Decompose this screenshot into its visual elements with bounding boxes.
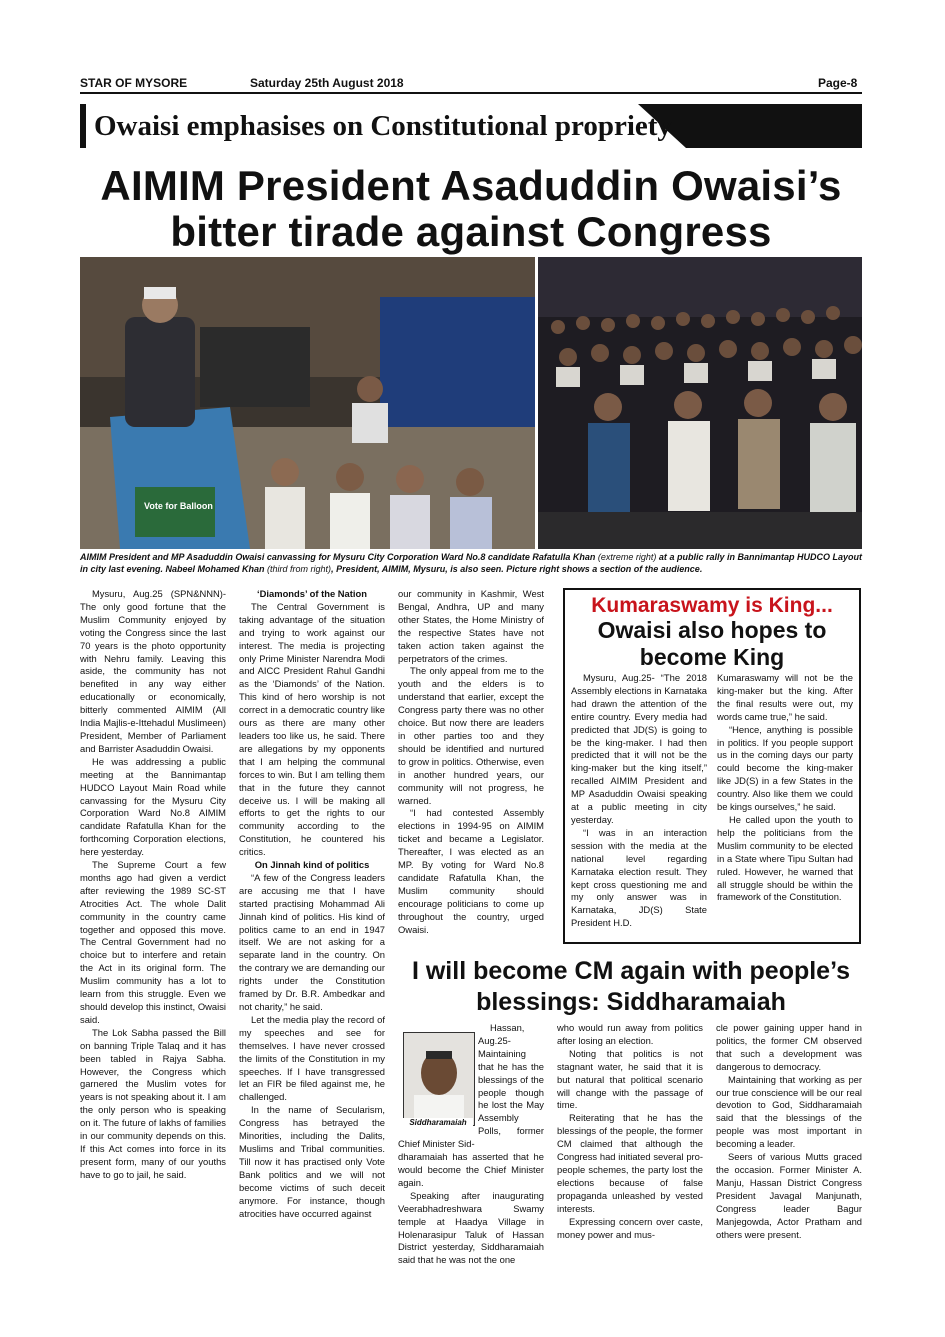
headline-line-2: bitter tirade against Congress (170, 208, 772, 255)
newspaper-name: STAR OF MYSORE (80, 76, 188, 90)
caption-part-5: , President, AIMIM, Mysuru, is also seen. Picture right shows a section of the audience. (331, 564, 703, 574)
paragraph: Speaking after inaugurating Veerabhadreshwara Swamy temple at Haadya Village in Holenarasipur Taluk of Hassan District yesterday, Siddharamaiah said that he was not the one (398, 1189, 544, 1266)
subheading-jinnah: On Jinnah kind of politics (254, 859, 370, 871)
caption-part-4: (third from right) (267, 564, 332, 574)
box-title-line-1: Owaisi also hopes to (597, 617, 827, 643)
siddaramaiah-column-3 (716, 1022, 862, 1241)
paragraph: “I had contested Assembly elections in 1994-95 on AIMIM ticket and became a Legislator. Thereafter, I was elected as an MP. By voting for Ward No.8 candidate Rafatulla Khan, the Muslim community should encourage politicians to come up throughout the country, urged Owaisi. (398, 807, 544, 935)
article-owaisi-column-1 (80, 588, 226, 1182)
paragraph: The Lok Sabha passed the Bill on banning Triple Talaq and it has been tabled in Rajya Sabha. However, the Congress which garnered the Muslim votes for years is not speaking about it. I am the only person who is speaking on it. The future of lakhs of families in our community depends on this. If this Act comes into force in its present form, many of our youths have to go to jail, he said. (80, 1026, 226, 1180)
paragraph: “Hence, anything is possible in politics. If you people support us in the coming days our party could become the king-maker like JD(S) in a few States in the country. Also like them we could be kings ourselves,” he said. (717, 723, 853, 813)
paragraph: our community in Kashmir, West Bengal, Andhra, UP and many other States, the Home Ministry of the respective States have not taken action taken against the perpetrators of the crimes. (398, 588, 544, 664)
box-column-1 (571, 672, 707, 930)
siddaramaiah-column-1 (398, 1022, 544, 1267)
paragraph: Maintaining that working as per our true conscience will be our real devotion to God, Siddharamaiah said that the blessings of the people was most important in becoming a leader. (716, 1073, 862, 1150)
siddaramaiah-headline (398, 956, 864, 1018)
paragraph: The Supreme Court a few months ago had given a verdict after reviewing the 1989 SC-ST Atrocities Act. The whole Dalit community in the country came together and opposed this move. The Central Government had no choice but to interfere and retain the Act in its original form. The Muslim community has a lot to learn from this struggle. Even we should develop this instinct, Owaisi said. (80, 859, 226, 1025)
portrait-caption: Siddharamaiah (403, 1118, 473, 1127)
photo-owaisi-graphic (80, 257, 535, 549)
caption-part-3: at a public rally in Bannimantap HUDCO Layout in city last evening. Nabeel Mohamed Khan (80, 552, 863, 574)
header-rule (80, 92, 862, 94)
kicker-banner (80, 104, 862, 148)
kumaraswamy-box (563, 588, 861, 944)
paragraph: He was addressing a public meeting at the Bannimantap HUDCO Layout Main Road while canvassing for the Mysuru City Corporation Ward No.8 AIMIM candidate Rafatulla Khan for the forthcoming Corporation elections, here yesterday. (80, 755, 226, 858)
paragraph: Noting that politics is not stagnant water, he said that it is but natural that political scenario will change with the passage of time. (557, 1047, 703, 1111)
paragraph: Let the media play the record of my speeches and see for themselves. I have never crossed the limits of the Constitution in my speeches. If I have transgressed let an FIR be filed against me, he challenged. (239, 1013, 385, 1103)
siddaramaiah-headline-line-1: I will become CM again with people’s (411, 957, 851, 985)
paragraph: Mysuru, Aug.25 (SPN&NNN)- The only good fortune that the Muslim Community enjoyed by voting the Congress since the last 70 years is the photo opportunity with Nehru family. Leaving this aside, the community has not benefited in any way either educationally or economically, bitterly commented AIMIM (All India Majlis-e-Ittehadul Muslimeen) President, Member of Parliament and Barrister Asaduddin Owaisi. (80, 588, 226, 754)
subheading-diamonds: ‘Diamonds’ of the Nation (257, 588, 367, 599)
paragraph: The Central Government is taking advantage of the situation and trying to work against our interest. The media is projecting only Prime Minister Narendra Modi and AICC President Rahul Gandhi as the ‘Diamonds’ of the Nation. This kind of hero worship is not correct in a democratic country like ours as there are many other leaders too like us, he said. There are allegations by my opponents that I am helping the communal forces to win. But I am telling them that in the future they cannot deceive us. I will be making all efforts to get the rights to our community according to the Constitution, he countered his critics. (239, 600, 385, 858)
headline-line-1: AIMIM President Asaduddin Owaisi’s (100, 162, 842, 209)
photo-caption (80, 551, 862, 575)
paragraph: Seers of various Mutts graced the occasion. Former Minister A. Manju, Hassan District Congress President Javagal Manjunath, Congress leader Bagur Manjegowda, Actor Pratham and others were present. (716, 1151, 862, 1240)
portrait-spacer (398, 1022, 478, 1129)
paragraph: dharamaiah has asserted that he would become the Chief Minister again. (398, 1151, 544, 1188)
paragraph: Hassan, Aug.25- Maintaining that he has the blessings of the people though he lost the May Assembly Polls, former Chief Minister Sid- (398, 1022, 544, 1150)
paragraph: Kumaraswamy will not be the king-maker but the king. After the final results were out, my words came true,” he said. (717, 672, 853, 722)
box-title (565, 617, 859, 671)
siddaramaiah-headline-line-2: blessings: Siddharamaiah (476, 988, 786, 1016)
issue-date: Saturday 25th August 2018 (250, 76, 404, 90)
paragraph: Mysuru, Aug.25- “The 2018 Assembly elections in Karnataka had drawn the attention of the entire country. Every media had predicted that JD(S) is going to be the king-maker. I had then predicted that it will not be the king-maker but the king itself,” recalled AIMIM President and MP Asaduddin Owaisi speaking at a public meeting in city yesterday. (571, 672, 707, 825)
photo-audience (538, 257, 862, 549)
kicker-text: Owaisi emphasises on Constitutional propriety (94, 110, 672, 142)
box-title-line-2: become King (639, 644, 785, 670)
paragraph: Expressing concern over caste, money power and mus- (557, 1215, 703, 1240)
caption-part-2: (extreme right) (597, 552, 657, 562)
photo-audience-graphic (538, 257, 862, 549)
paragraph: He called upon the youth to help the politicians from the Muslim community to be elected in a State where Tipu Sultan had ruled. However, he warned that all struggle should be within the framework of the Constitution. (717, 813, 853, 903)
page-number: Page-8 (818, 76, 858, 90)
paragraph: cle power gaining upper hand in politics, the former CM observed that such a development was dangerous to democracy. (716, 1022, 862, 1072)
box-column-2 (717, 672, 853, 904)
article-owaisi-column-3 (398, 588, 544, 936)
paragraph: who would run away from politics after losing an election. (557, 1022, 703, 1046)
caption-part-1: AIMIM President and MP Asaduddin Owaisi canvassing for Mysuru City Corporation Ward No.8 candidate Rafatulla Khan (80, 552, 598, 562)
box-title-red: Kumaraswamy is King... (591, 594, 833, 617)
paragraph: In the name of Secularism, Congress has betrayed the Minorities, including the Dalits, Muslims and Tribal communities. Till now it has practised only Vote Bank politics and we will not become victims of such deceit anymore. For instance, though atrocities have occurred against (239, 1104, 385, 1219)
paragraph: “A few of the Congress leaders are accusing me that I have started practising Mohammad Ali Jinnah kind of politics. His kind of politics came to an end in 1947 itself. We are not asking for a separate land in the country. On the contrary we are demanding our rights under the Constitution framed by Dr. B.R. Ambedkar and not charity,” he said. (239, 871, 385, 1012)
paragraph: Reiterating that he has the blessings of the people, the former CM claimed that although the Congress had initiated several pro-people schemes, the party lost the elections because of false propaganda unleashed by vested interests. (557, 1112, 703, 1214)
paragraph: The only appeal from me to the youth and the elders is to understand that earlier, except the Congress party there was no other choice. But now there are leaders in other parties too and they should be identified and nurtured to grow in politics. Otherwise, even in another hundred years, our community will not progress, he warned. (398, 665, 544, 806)
balloon-sign-text: Vote for Balloon (144, 501, 213, 511)
siddaramaiah-column-2 (557, 1022, 703, 1241)
paragraph: “I was in an interaction session with the media at the national level regarding Karnataka election result. They kept cross questioning me and my only answer was in Karnataka, JD(S) State President H.D. (571, 826, 707, 929)
article-owaisi-column-2 (239, 588, 385, 1220)
photo-owaisi-speaking (80, 257, 535, 549)
